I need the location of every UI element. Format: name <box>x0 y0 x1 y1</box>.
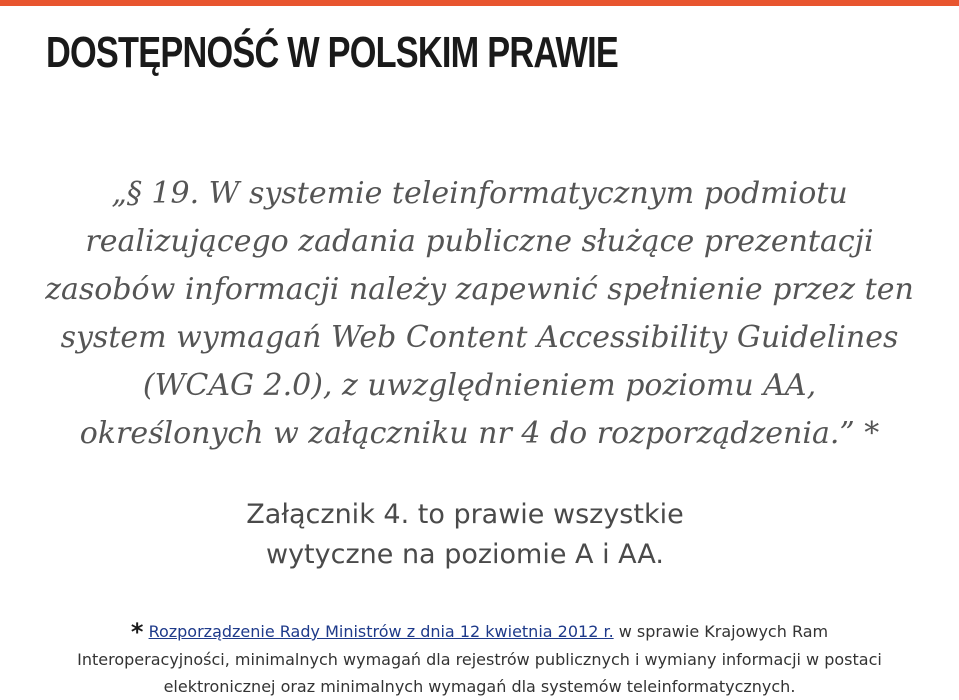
regulation-link[interactable]: Rozporządzenie Rady Ministrów z dnia 12 kwietnia 2012 r. <box>148 622 614 641</box>
slide-title: DOSTĘPNOŚĆ W POLSKIM PRAWIE <box>46 28 618 77</box>
footnote-line-2: Interoperacyjności, minimalnych wymagań dla rejestrów publicznych i wymiany informacji w postaci <box>77 650 882 669</box>
legal-quote <box>20 170 939 458</box>
quote-line: „§ 19. W systemie teleinformatycznym podmiotu <box>111 176 848 211</box>
quote-line: określonych w załączniku nr 4 do rozporządzenia.” * <box>79 416 880 451</box>
annex-line: Załącznik 4. to prawie wszystkie <box>246 499 684 530</box>
footnote-star: * <box>130 618 144 646</box>
quote-line: realizującego zadania publiczne służące prezentacji <box>85 224 874 259</box>
annex-note <box>0 495 930 575</box>
footnote <box>0 618 959 700</box>
quote-line: zasobów informacji należy zapewnić spełnienie przez ten <box>45 272 914 307</box>
footnote-line-1 <box>0 618 959 646</box>
footnote-line-3: elektronicznej oraz minimalnych wymagań dla systemów teleinformatycznych. <box>163 677 796 696</box>
accent-bar <box>0 0 959 6</box>
quote-line: system wymagań Web Content Accessibility Guidelines <box>60 320 899 355</box>
footnote-text: w sprawie Krajowych Ram <box>613 622 829 641</box>
quote-line: (WCAG 2.0), z uwzględnieniem poziomu AA, <box>142 368 817 403</box>
annex-line: wytyczne na poziomie A i AA. <box>266 539 664 570</box>
